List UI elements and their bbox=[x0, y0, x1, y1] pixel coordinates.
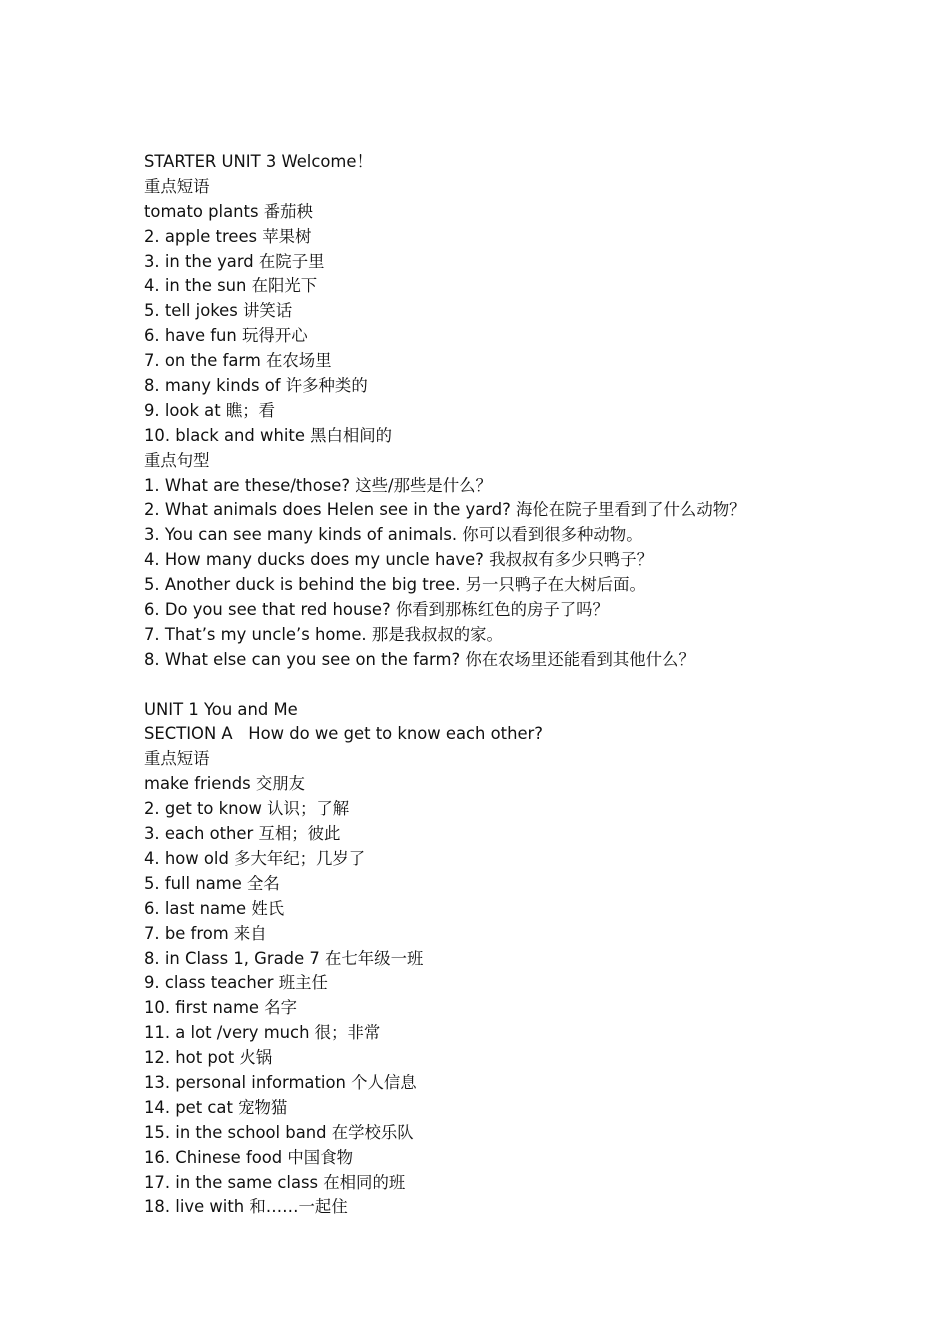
phrase-line: 8. many kinds of 许多种类的 bbox=[144, 376, 368, 396]
phrase-line: 18. live with 和……一起住 bbox=[144, 1197, 348, 1217]
phrase-line: 11. a lot /very much 很；非常 bbox=[144, 1023, 381, 1043]
unit-title: STARTER UNIT 3 Welcome！ bbox=[144, 152, 373, 171]
sentence-line: 3. You can see many kinds of animals. 你可以看到很多种动物。 bbox=[144, 525, 643, 545]
unit-title: UNIT 1 You and Me bbox=[144, 699, 298, 719]
phrase-line: 10. black and white 黑白相间的 bbox=[144, 425, 393, 445]
section-title: SECTION A How do we get to know each other? bbox=[144, 724, 543, 744]
phrase-line: 10. first name 名字 bbox=[144, 998, 297, 1018]
phrase-line: 16. Chinese food 中国食物 bbox=[144, 1147, 353, 1167]
phrase-line: 9. look at 瞧；看 bbox=[144, 400, 276, 420]
phrase-line: 4. in the sun 在阳光下 bbox=[144, 276, 318, 296]
phrase-line: 7. be from 来自 bbox=[144, 923, 267, 943]
sentence-line: 8. What else can you see on the farm? 你在农场里还能看到其他什么？ bbox=[144, 649, 695, 669]
section-heading: 重点短语 bbox=[144, 176, 210, 196]
phrase-line: 2. get to know 认识；了解 bbox=[144, 799, 350, 819]
section-heading: 重点短语 bbox=[144, 749, 210, 769]
sentence-line: 4. How many ducks does my uncle have? 我叔叔有多少只鸭子？ bbox=[144, 550, 653, 570]
sentence-line: 6. Do you see that red house? 你看到那栋红色的房子了吗？ bbox=[144, 600, 609, 620]
phrase-line: 5. full name 全名 bbox=[144, 873, 280, 893]
phrase-line: 3. each other 互相；彼此 bbox=[144, 824, 341, 844]
phrase-line: make friends 交朋友 bbox=[144, 774, 306, 794]
phrase-line: 9. class teacher 班主任 bbox=[144, 973, 328, 993]
section-heading: 重点句型 bbox=[144, 450, 210, 470]
phrase-line: 12. hot pot 火锅 bbox=[144, 1048, 273, 1068]
phrase-line: 3. in the yard 在院子里 bbox=[144, 251, 325, 271]
phrase-line: 4. how old 多大年纪；几岁了 bbox=[144, 848, 366, 868]
phrase-line: 15. in the school band 在学校乐队 bbox=[144, 1122, 414, 1142]
phrase-line: 6. have fun 玩得开心 bbox=[144, 326, 308, 346]
sentence-line: 5. Another duck is behind the big tree. 另一只鸭子在大树后面。 bbox=[144, 575, 646, 595]
sentence-line: 7. That’s my uncle’s home. 那是我叔叔的家。 bbox=[144, 624, 503, 644]
phrase-line: 5. tell jokes 讲笑话 bbox=[144, 301, 293, 321]
phrase-line: 13. personal information 个人信息 bbox=[144, 1072, 417, 1092]
phrase-line: 8. in Class 1, Grade 7 在七年级一班 bbox=[144, 948, 424, 968]
phrase-line: tomato plants 番茄秧 bbox=[144, 201, 313, 221]
phrase-line: 2. apple trees 苹果树 bbox=[144, 226, 312, 246]
blank-line bbox=[144, 673, 864, 698]
sentence-line: 2. What animals does Helen see in the yard? 海伦在院子里看到了什么动物？ bbox=[144, 500, 746, 520]
document-body bbox=[144, 150, 864, 1220]
phrase-line: 7. on the farm 在农场里 bbox=[144, 351, 332, 371]
sentence-line: 1. What are these/those? 这些/那些是什么？ bbox=[144, 475, 492, 495]
phrase-line: 14. pet cat 宠物猫 bbox=[144, 1097, 288, 1117]
phrase-line: 17. in the same class 在相同的班 bbox=[144, 1172, 406, 1192]
phrase-line: 6. last name 姓氏 bbox=[144, 898, 285, 918]
